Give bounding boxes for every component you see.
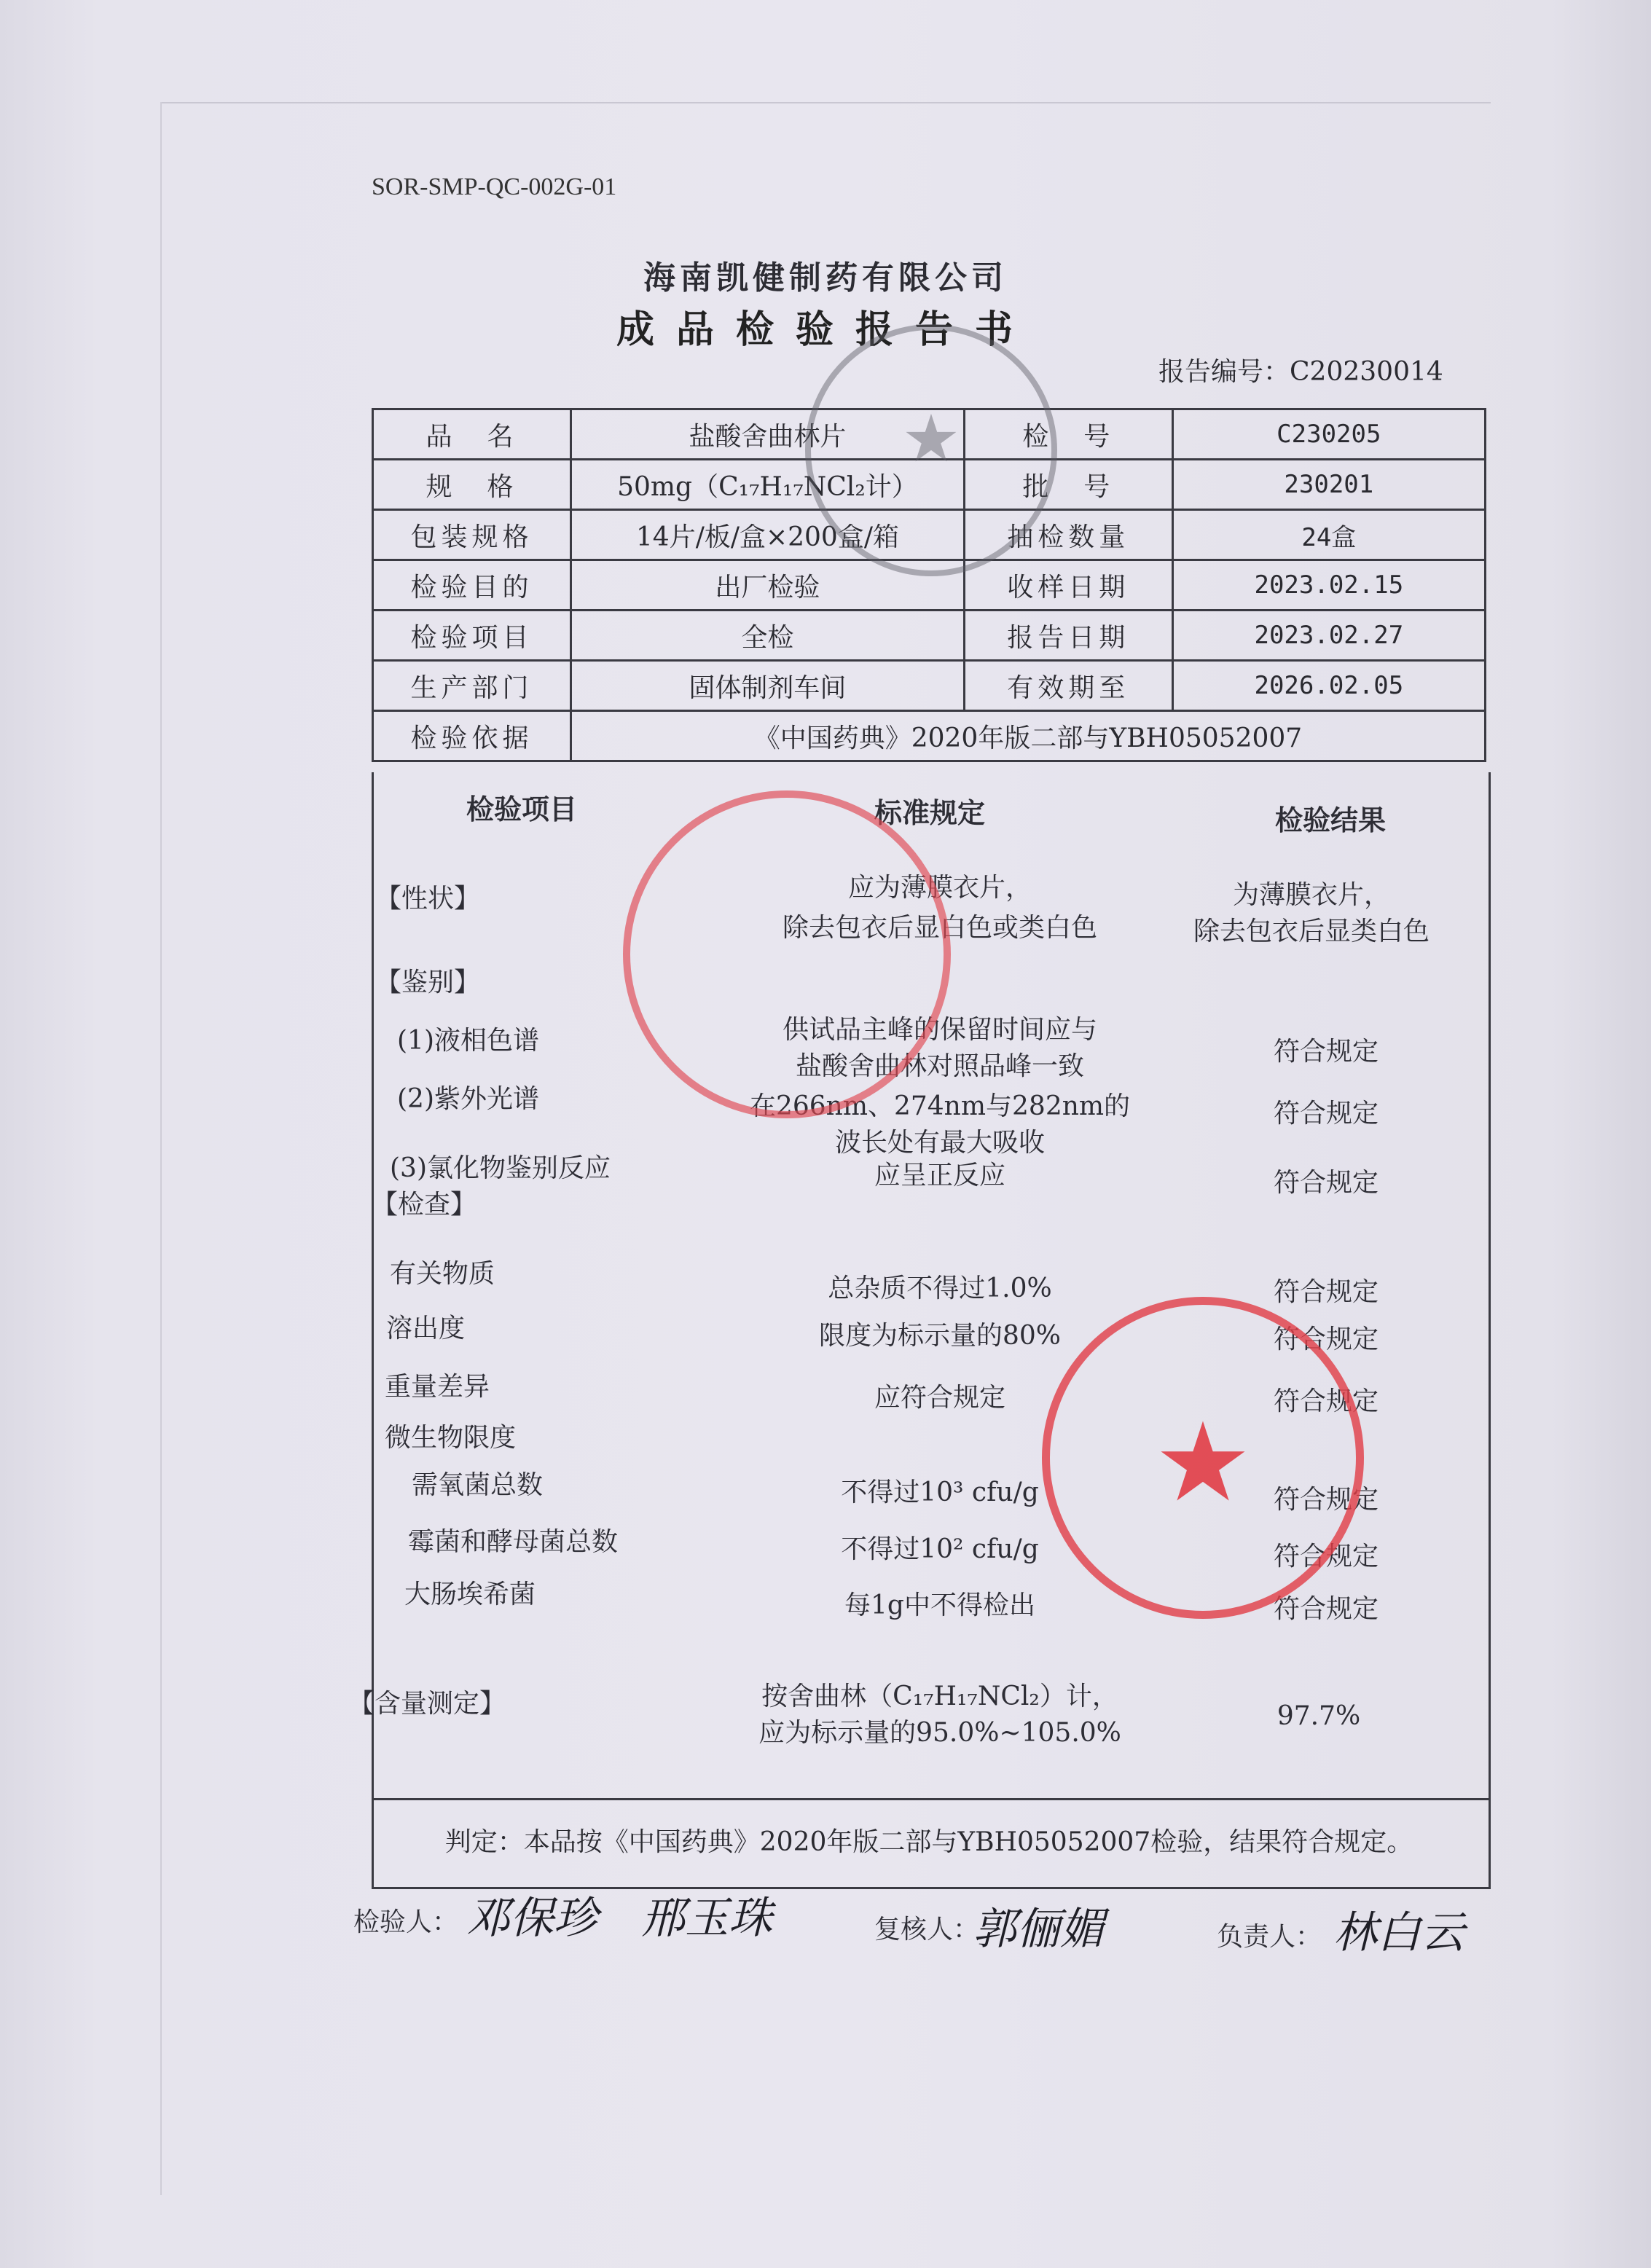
info-value: 24盒 [1172, 510, 1485, 560]
standard-text: 应为薄膜衣片， [847, 873, 1032, 903]
document-code: SOR-SMP-QC-002G-01 [372, 173, 617, 200]
info-label: 抽检数量 [964, 510, 1172, 560]
red-seal-quality [623, 790, 951, 1118]
report-number: 报告编号：C20230014 [1158, 357, 1443, 387]
test-item: 大肠埃希菌 [404, 1580, 536, 1609]
section-assay: 【含量测定】 [348, 1689, 506, 1719]
column-header-standard: 标准规定 [874, 796, 986, 829]
standard-text: 盐酸舍曲林对照品峰一致 [795, 1051, 1084, 1081]
manager-signature: 林白云 [1333, 1907, 1464, 1958]
column-header-result: 检验结果 [1275, 804, 1387, 836]
info-label: 生产部门 [373, 661, 571, 711]
result-text: 符合规定 [1273, 1386, 1379, 1416]
info-label: 报告日期 [964, 611, 1172, 661]
standard-text: 在266nm、274nm与282nm的 [749, 1091, 1131, 1121]
info-label: 批 号 [964, 460, 1172, 510]
info-value: 2023.02.27 [1172, 611, 1485, 661]
result-text: 符合规定 [1273, 1168, 1379, 1198]
standard-text: 按舍曲林（C₁₇H₁₇NCl₂）计， [761, 1682, 1118, 1711]
result-text: 符合规定 [1273, 1542, 1379, 1571]
info-label: 品 名 [373, 409, 571, 460]
info-row [373, 611, 1486, 661]
info-value: 出厂检验 [570, 560, 964, 611]
info-label: 收样日期 [964, 560, 1172, 611]
page-edge [160, 102, 162, 2195]
result-text: 除去包衣后显类白色 [1193, 917, 1430, 946]
verdict: 判定：本品按《中国药典》2020年版二部与YBH05052007检验，结果符合规定。 [444, 1827, 1413, 1857]
report-title: 成品检验报告书 [616, 307, 1035, 352]
test-item: 有关物质 [390, 1259, 495, 1289]
info-value: 230201 [1172, 460, 1485, 510]
test-item: (3)氯化物鉴别反应 [390, 1153, 611, 1183]
section-tests: 【检查】 [372, 1190, 477, 1220]
result-text: 符合规定 [1273, 1277, 1379, 1307]
divider [372, 1798, 1489, 1800]
standard-text: 应为标示量的95.0%~105.0% [758, 1718, 1121, 1748]
info-value: 全检 [570, 611, 964, 661]
info-value: C230205 [1172, 409, 1485, 460]
test-item: 重量差异 [385, 1372, 490, 1402]
info-value: 2026.02.05 [1172, 661, 1485, 711]
test-item: (1)液相色谱 [397, 1026, 539, 1056]
standard-text: 限度为标示量的80% [818, 1321, 1062, 1351]
info-label: 检验项目 [373, 611, 571, 661]
info-value: 盐酸舍曲林片 [570, 409, 964, 460]
inspector-signature: 邓保珍 邢玉珠 [466, 1893, 772, 1944]
test-item: (2)紫外光谱 [397, 1084, 539, 1114]
info-label: 包装规格 [373, 510, 571, 560]
grey-seal [805, 324, 1057, 576]
reviewer-label: 复核人： [874, 1915, 980, 1945]
section-appearance: 【性状】 [375, 884, 481, 914]
standard-text: 总杂质不得过1.0% [828, 1274, 1052, 1303]
section-identification: 【鉴别】 [375, 968, 481, 997]
inspector-label: 检验人： [353, 1907, 459, 1937]
info-label: 有效期至 [964, 661, 1172, 711]
page-edge [160, 102, 1491, 103]
column-header-item: 检验项目 [466, 793, 578, 825]
result-text: 符合规定 [1273, 1099, 1379, 1129]
info-row [373, 661, 1486, 711]
result-text: 符合规定 [1273, 1594, 1379, 1624]
result-text: 为薄膜衣片， [1232, 880, 1390, 910]
test-item: 霉菌和酵母菌总数 [408, 1527, 619, 1557]
test-item: 溶出度 [386, 1314, 466, 1343]
seal-star-icon: ★ [1153, 1400, 1252, 1526]
info-row [373, 711, 1486, 761]
red-seal-company [1042, 1297, 1364, 1619]
info-label: 规 格 [373, 460, 571, 510]
test-item: 需氧菌总数 [412, 1470, 544, 1500]
test-item: 微生物限度 [385, 1423, 517, 1453]
info-value: 《中国药典》2020年版二部与YBH05052007 [570, 711, 1485, 761]
company-name: 海南凯健制药有限公司 [643, 259, 1008, 297]
result-text: 符合规定 [1273, 1325, 1379, 1354]
assay-result: 97.7% [1277, 1701, 1361, 1731]
standard-text: 不得过10² cfu/g [841, 1534, 1039, 1564]
reviewer-signature: 郭俪媚 [973, 1904, 1104, 1955]
standard-text: 每1g中不得检出 [844, 1590, 1035, 1620]
standard-text: 除去包衣后显白色或类白色 [782, 913, 1097, 943]
info-label: 检验目的 [373, 560, 571, 611]
standard-text: 波长处有最大吸收 [834, 1128, 1045, 1158]
info-label: 检 号 [964, 409, 1172, 460]
info-value: 14片/板/盒×200盒/箱 [570, 510, 964, 560]
seal-star-icon: ★ [901, 401, 961, 477]
info-value: 50mg（C₁₇H₁₇NCl₂计） [570, 460, 964, 510]
info-value: 固体制剂车间 [570, 661, 964, 711]
info-value: 2023.02.15 [1172, 560, 1485, 611]
result-text: 符合规定 [1273, 1037, 1379, 1067]
standard-text: 应呈正反应 [874, 1161, 1005, 1190]
manager-label: 负责人： [1217, 1922, 1322, 1952]
standard-text: 不得过10³ cfu/g [841, 1478, 1039, 1507]
standard-text: 应符合规定 [874, 1383, 1005, 1413]
result-text: 符合规定 [1273, 1485, 1379, 1515]
info-label: 检验依据 [373, 711, 571, 761]
standard-text: 供试品主峰的保留时间应与 [782, 1015, 1097, 1045]
